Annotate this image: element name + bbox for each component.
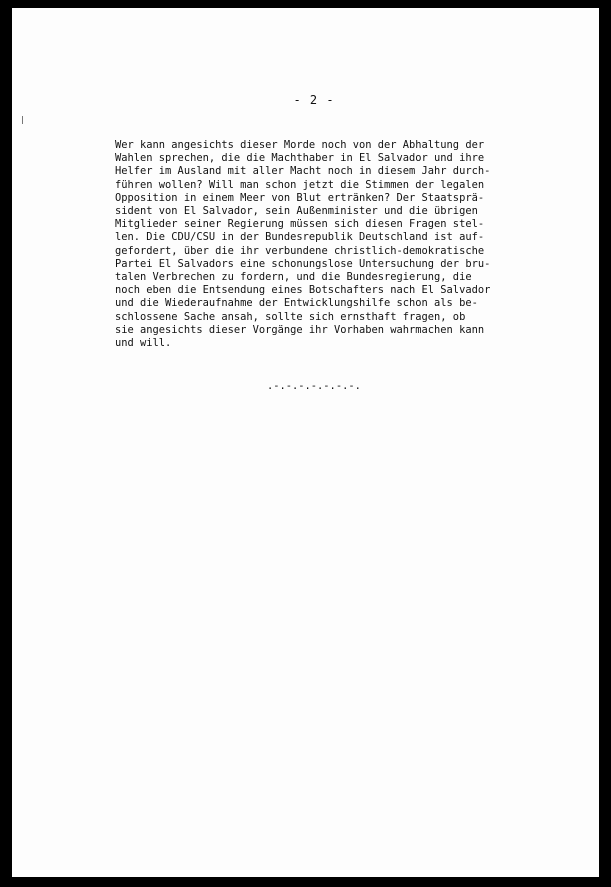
text-line: schlossene Sache ansah, sollte sich ernsthaft fragen, ob [115,310,466,323]
end-mark: .-.-.-.-.-.-.-. [267,380,361,392]
body-paragraph [115,139,575,350]
text-line: sie angesichts dieser Vorgänge ihr Vorhaben wahrmachen kann [115,323,485,336]
document-page [12,8,599,877]
text-line: und will. [115,337,172,350]
text-line: Wer kann angesichts dieser Morde noch von der Abhaltung der [115,139,485,151]
text-line: len. Die CDU/CSU in der Bundesrepublik Deutschland ist auf- [115,231,485,244]
text-line: Helfer im Ausland mit aller Macht noch in diesem Jahr durch- [115,165,491,178]
text-line: gefordert, über die ihr verbundene christlich-demokratische [115,244,485,257]
text-line: talen Verbrechen zu fordern, und die Bundesregierung, die [115,271,472,284]
text-line: Mitglieder seiner Regierung müssen sich diesen Fragen stel- [115,218,485,231]
text-line: noch eben die Entsendung eines Botschafters nach El Salvador [115,284,491,297]
page-number: - 2 - [293,93,335,107]
text-line: und die Wiederaufnahme der Entwicklungshilfe schon als be- [115,297,478,310]
text-line: Partei El Salvadors eine schonungslose Untersuchung der bru- [115,257,491,270]
text-line: Wahlen sprechen, die die Machthaber in El Salvador und ihre [115,152,485,165]
margin-mark [22,116,26,124]
text-line: sident von El Salvador, sein Außenminister und die übrigen [115,205,478,218]
text-line: führen wollen? Will man schon jetzt die Stimmen der legalen [115,178,485,191]
text-line: Opposition in einem Meer von Blut ertränken? Der Staatsprä- [115,191,485,204]
